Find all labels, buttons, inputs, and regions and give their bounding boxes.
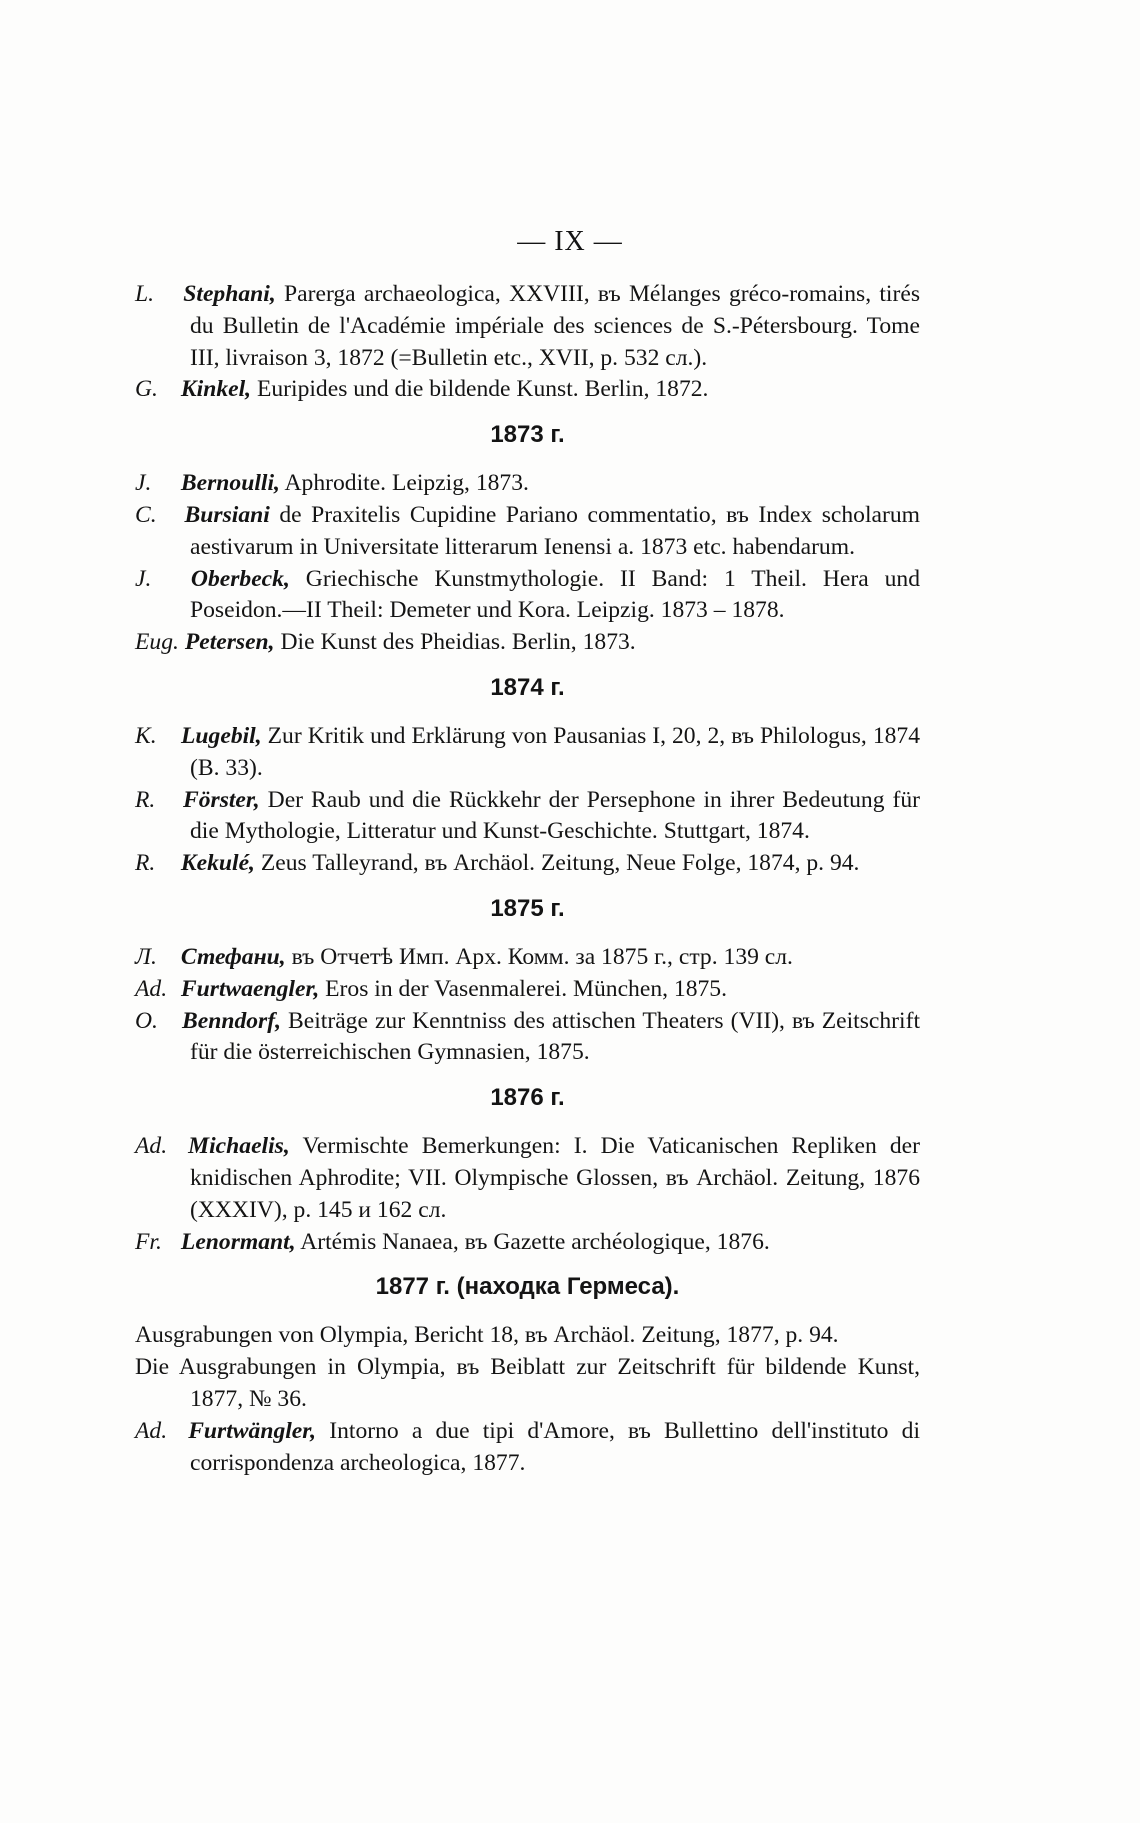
author-initials: Ad.: [135, 1417, 168, 1444]
author-name: Kekulé,: [180, 850, 255, 877]
author-initials: L.: [135, 281, 155, 307]
entry-text: Zur Kritik und Erklärung von Pausanias I, 20, 2, въ Philologus, 1874 (B. 33).: [190, 722, 921, 781]
bibliography-list: [135, 279, 920, 1479]
author-initials: Ad.: [135, 1133, 168, 1160]
bibliography-entry: [135, 785, 920, 849]
author-initials: J.: [135, 565, 152, 592]
author-name: Stephani,: [183, 281, 276, 307]
author-initials: G.: [135, 376, 158, 403]
entry-text: Aphrodite. Leipzig, 1873.: [284, 470, 529, 497]
entry-text: de Praxitelis Cupidine Pariano commentatio, въ Index scholarum aestivarum in Universitate litterarum Ienensi a. 1873 etc. habendarum.: [190, 501, 920, 560]
entry-text: Ausgrabungen von Olympia, Bericht 18, въ Archäol. Zeitung, 1877, p. 94.: [135, 1322, 839, 1349]
year-heading: 1877 г. (находка Гермеса).: [375, 1273, 680, 1301]
bibliography-entry: [135, 279, 920, 374]
entry-text: Der Raub und die Rückkehr der Persephone in ihrer Bedeutung für die Mythologie, Litteratur und Kunst-Geschichte. Stuttgart, 1874.: [190, 786, 921, 845]
bibliography-entry: [135, 374, 920, 406]
bibliography-entry: [135, 627, 920, 659]
author-name: Kinkel,: [180, 376, 252, 403]
entry-text: Griechische Kunstmythologie. II Band: 1 Theil. Hera und Poseidon.—II Theil: Demeter und Kora. Leipzig. 1873 – 1878.: [190, 565, 920, 624]
page-number: — IX —: [517, 226, 623, 257]
author-initials: Fr.: [135, 1228, 162, 1255]
author-name: Bursiani: [184, 501, 270, 528]
author-name: Petersen,: [184, 629, 275, 656]
author-initials: K.: [135, 722, 157, 749]
author-initials: C.: [135, 501, 157, 528]
entry-text: Die Ausgrabungen in Olympia, въ Beiblatt zur Zeitschrift für bildende Kunst, 1877, № 36.: [135, 1354, 920, 1412]
author-initials: R.: [135, 850, 156, 877]
bibliography-entry: [135, 500, 920, 564]
author-initials: Ad.: [135, 975, 168, 1002]
entry-text: Die Kunst des Pheidias. Berlin, 1873.: [280, 629, 636, 656]
author-name: Oberbeck,: [190, 565, 290, 592]
year-heading: 1874 г.: [490, 673, 565, 701]
author-initials: R.: [135, 786, 156, 813]
entry-text: Intorno a due tipi d'Amore, въ Bullettino dell'instituto di corrispondenza archeologica, 1877.: [190, 1417, 920, 1476]
year-heading: 1873 г.: [490, 421, 565, 449]
author-initials: O.: [135, 1007, 158, 1034]
entry-text: Zeus Talleyrand, въ Archäol. Zeitung, Neue Folge, 1874, p. 94.: [260, 850, 860, 877]
year-heading: 1875 г.: [490, 894, 565, 922]
bibliography-entry: [135, 721, 920, 785]
year-heading: 1876 г.: [490, 1084, 565, 1112]
bibliography-entry: [135, 468, 920, 500]
author-initials: Л.: [135, 943, 157, 970]
author-initials: J.: [135, 470, 152, 497]
author-name: Benndorf,: [182, 1007, 281, 1034]
author-name: Стефани,: [180, 943, 286, 970]
entry-text: Euripides und die bildende Kunst. Berlin, 1872.: [256, 376, 709, 403]
bibliography-entry: [135, 564, 920, 628]
bibliography-entry: [135, 942, 920, 974]
bibliography-entry: [135, 1131, 920, 1226]
bibliography-entry: [135, 1006, 920, 1070]
author-name: Michaelis,: [188, 1133, 290, 1160]
author-name: Furtwängler,: [188, 1417, 317, 1444]
author-name: Lugebil,: [181, 722, 262, 749]
bibliography-entry: [135, 1416, 920, 1480]
author-name: Furtwaengler,: [180, 975, 320, 1002]
entry-text: Beiträge zur Kenntniss des attischen Theaters (VII), въ Zeitschrift für die österreichischen Gymnasien, 1875.: [190, 1007, 920, 1066]
bibliography-entry: [135, 1352, 920, 1416]
author-name: Bernoulli,: [180, 470, 280, 497]
bibliography-entry: [135, 1320, 920, 1352]
author-initials: Eug.: [135, 629, 179, 656]
author-name: Förster,: [182, 786, 260, 813]
author-name: Lenormant,: [180, 1228, 296, 1255]
entry-text: Artémis Nanaea, въ Gazette archéologique, 1876.: [300, 1228, 770, 1255]
entry-text: Vermischte Bemerkungen: I. Die Vaticanischen Repliken der knidischen Aphrodite; VII. Olympische Glossen, въ Archäol. Zeitung, 1876 (XXXIV), p. 145 и 162 сл.: [190, 1133, 920, 1223]
entry-text: Parerga archaeologica, XXVIII, въ Mélanges gréco-romains, tirés du Bulletin de l'Académie impériale des sciences de S.-Pétersbourg. Tome III, livraison 3, 1872 (=Bulletin etc., XVII, p. 532 сл.).: [190, 281, 920, 371]
bibliography-entry: [135, 1227, 920, 1259]
bibliography-entry: [135, 974, 920, 1006]
bibliography-entry: [135, 848, 920, 880]
entry-text: Eros in der Vasenmalerei. München, 1875.: [325, 975, 728, 1002]
entry-text: въ Отчетѣ Имп. Арх. Комм. за 1875 г., стр. 139 сл.: [291, 943, 793, 970]
